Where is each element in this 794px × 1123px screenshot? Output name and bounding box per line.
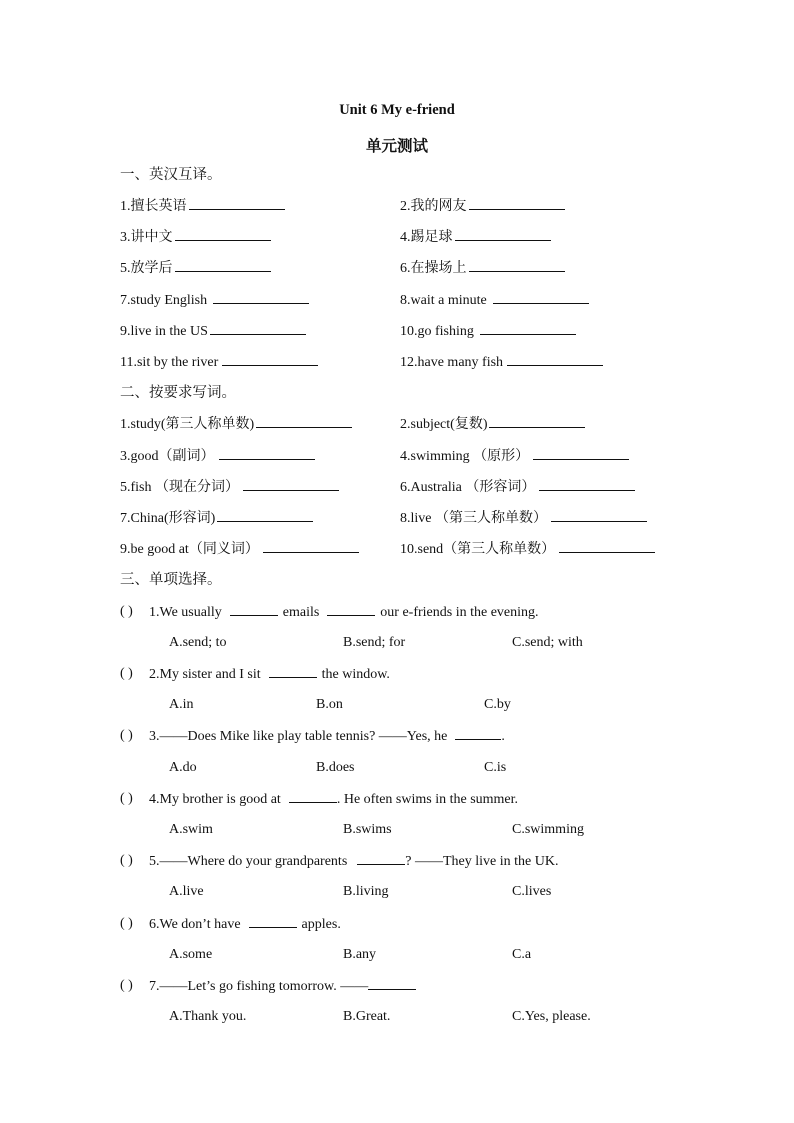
s2-item-5: 5.fish （现在分词） bbox=[120, 476, 339, 499]
question-text: 5.——Where do your grandparents ? ——They live in the UK. bbox=[149, 850, 558, 873]
s2-item-2: 2.subject(复数) bbox=[400, 413, 585, 436]
option-c[interactable]: C.Yes, please. bbox=[512, 1009, 591, 1024]
s1-item-1: 1.擅长英语 bbox=[120, 195, 285, 218]
option-b[interactable]: B.on bbox=[316, 697, 343, 712]
answer-blank[interactable] bbox=[263, 538, 359, 553]
option-b[interactable]: B.does bbox=[316, 760, 355, 775]
question-2 bbox=[0, 663, 794, 685]
s1-item-10: 10.go fishing bbox=[400, 320, 576, 343]
options-6 bbox=[0, 944, 794, 966]
question-blank bbox=[368, 975, 416, 990]
question-4 bbox=[0, 788, 794, 810]
question-blank bbox=[289, 788, 337, 803]
answer-blank[interactable] bbox=[175, 257, 271, 272]
s1-item-6: 6.在操场上 bbox=[400, 257, 565, 280]
question-5 bbox=[0, 850, 794, 872]
question-text: 7.——Let’s go fishing tomorrow. —— bbox=[149, 975, 421, 998]
s1-item-8: 8.wait a minute bbox=[400, 289, 589, 312]
option-c[interactable]: C.by bbox=[484, 697, 511, 712]
s2-item-8: 8.live （第三人称单数） bbox=[400, 507, 647, 530]
options-7 bbox=[0, 1006, 794, 1028]
s1-row-2 bbox=[0, 226, 794, 248]
s1-row-3 bbox=[0, 257, 794, 279]
option-c[interactable]: C.lives bbox=[512, 884, 552, 899]
s1-item-11: 11.sit by the river bbox=[120, 351, 318, 374]
option-a[interactable]: A.some bbox=[169, 947, 213, 962]
answer-parentheses[interactable]: ( ) bbox=[120, 666, 133, 681]
question-3 bbox=[0, 725, 794, 747]
question-text: 4.My brother is good at . He often swims in the summer. bbox=[149, 788, 518, 811]
options-5 bbox=[0, 881, 794, 903]
s2-row-3 bbox=[0, 476, 794, 498]
s1-row-6 bbox=[0, 351, 794, 373]
s2-row-1 bbox=[0, 413, 794, 435]
s2-item-10: 10.send（第三人称单数） bbox=[400, 538, 655, 561]
s1-item-7: 7.study English bbox=[120, 289, 309, 312]
question-6 bbox=[0, 913, 794, 935]
option-a[interactable]: A.Thank you. bbox=[169, 1009, 247, 1024]
answer-blank[interactable] bbox=[219, 445, 315, 460]
answer-blank[interactable] bbox=[489, 413, 585, 428]
question-7 bbox=[0, 975, 794, 997]
answer-blank[interactable] bbox=[469, 195, 565, 210]
option-a[interactable]: A.in bbox=[169, 697, 194, 712]
answer-parentheses[interactable]: ( ) bbox=[120, 978, 133, 993]
page-subtitle: 单元测试 bbox=[365, 137, 428, 155]
answer-blank[interactable] bbox=[493, 289, 589, 304]
s1-item-3: 3.讲中文 bbox=[120, 226, 271, 249]
answer-parentheses[interactable]: ( ) bbox=[120, 916, 133, 931]
option-b[interactable]: B.swims bbox=[343, 822, 392, 837]
answer-blank[interactable] bbox=[469, 257, 565, 272]
option-b[interactable]: B.any bbox=[343, 947, 377, 962]
question-text: 2.My sister and I sit the window. bbox=[149, 663, 390, 686]
s2-item-4: 4.swimming （原形） bbox=[400, 445, 629, 468]
answer-blank[interactable] bbox=[213, 289, 309, 304]
answer-blank[interactable] bbox=[455, 226, 551, 241]
question-blank bbox=[357, 850, 405, 865]
options-4 bbox=[0, 819, 794, 841]
s2-row-2 bbox=[0, 445, 794, 467]
question-text: 6.We don’t have apples. bbox=[149, 913, 341, 936]
section2-heading: 二、按要求写词。 bbox=[120, 385, 236, 401]
s2-item-1: 1.study(第三人称单数) bbox=[120, 413, 352, 436]
options-2 bbox=[0, 694, 794, 716]
option-c[interactable]: C.is bbox=[484, 760, 507, 775]
section3-heading: 三、单项选择。 bbox=[120, 572, 222, 588]
s1-item-4: 4.踢足球 bbox=[400, 226, 551, 249]
s2-row-4 bbox=[0, 507, 794, 529]
options-3 bbox=[0, 757, 794, 779]
answer-blank[interactable] bbox=[210, 320, 306, 335]
s2-item-3: 3.good（副词） bbox=[120, 445, 315, 468]
question-blank bbox=[249, 913, 297, 928]
option-c[interactable]: C.send; with bbox=[512, 635, 583, 650]
question-text: 3.——Does Mike like play table tennis? ——Yes, he . bbox=[149, 725, 505, 748]
answer-parentheses[interactable]: ( ) bbox=[120, 728, 133, 743]
answer-blank[interactable] bbox=[222, 351, 318, 366]
question-blank bbox=[269, 663, 317, 678]
option-a[interactable]: A.swim bbox=[169, 822, 213, 837]
s1-item-5: 5.放学后 bbox=[120, 257, 271, 280]
answer-parentheses[interactable]: ( ) bbox=[120, 791, 133, 806]
question-blank bbox=[455, 725, 501, 740]
answer-blank[interactable] bbox=[217, 507, 313, 522]
answer-blank[interactable] bbox=[539, 476, 635, 491]
question-blank bbox=[230, 601, 278, 616]
answer-blank[interactable] bbox=[507, 351, 603, 366]
option-a[interactable]: A.send; to bbox=[169, 635, 227, 650]
question-blank bbox=[327, 601, 375, 616]
page-title: Unit 6 My e-friend bbox=[339, 102, 455, 118]
answer-blank[interactable] bbox=[551, 507, 647, 522]
s1-row-4 bbox=[0, 289, 794, 311]
s1-item-2: 2.我的网友 bbox=[400, 195, 565, 218]
option-b[interactable]: B.living bbox=[343, 884, 389, 899]
answer-parentheses[interactable]: ( ) bbox=[120, 853, 133, 868]
option-c[interactable]: C.a bbox=[512, 947, 532, 962]
s1-item-9: 9.live in the US bbox=[120, 320, 306, 343]
s1-row-1 bbox=[0, 195, 794, 217]
answer-parentheses[interactable]: ( ) bbox=[120, 604, 133, 619]
answer-blank[interactable] bbox=[256, 413, 352, 428]
options-1 bbox=[0, 632, 794, 654]
answer-blank[interactable] bbox=[480, 320, 576, 335]
answer-blank[interactable] bbox=[533, 445, 629, 460]
s1-item-12: 12.have many fish bbox=[400, 351, 603, 374]
option-b[interactable]: B.Great. bbox=[343, 1009, 391, 1024]
option-a[interactable]: A.do bbox=[169, 760, 197, 775]
s2-row-5 bbox=[0, 538, 794, 560]
answer-blank[interactable] bbox=[189, 195, 285, 210]
question-1 bbox=[0, 601, 794, 623]
s2-item-6: 6.Australia （形容词） bbox=[400, 476, 635, 499]
s2-item-7: 7.China(形容词) bbox=[120, 507, 313, 530]
question-text: 1.We usually emails our e-friends in the evening. bbox=[149, 601, 539, 624]
option-a[interactable]: A.live bbox=[169, 884, 204, 899]
section1-heading: 一、英汉互译。 bbox=[120, 167, 222, 183]
answer-blank[interactable] bbox=[559, 538, 655, 553]
answer-blank[interactable] bbox=[175, 226, 271, 241]
s1-row-5 bbox=[0, 320, 794, 342]
s2-item-9: 9.be good at（同义词） bbox=[120, 538, 359, 561]
option-c[interactable]: C.swimming bbox=[512, 822, 584, 837]
answer-blank[interactable] bbox=[243, 476, 339, 491]
option-b[interactable]: B.send; for bbox=[343, 635, 406, 650]
